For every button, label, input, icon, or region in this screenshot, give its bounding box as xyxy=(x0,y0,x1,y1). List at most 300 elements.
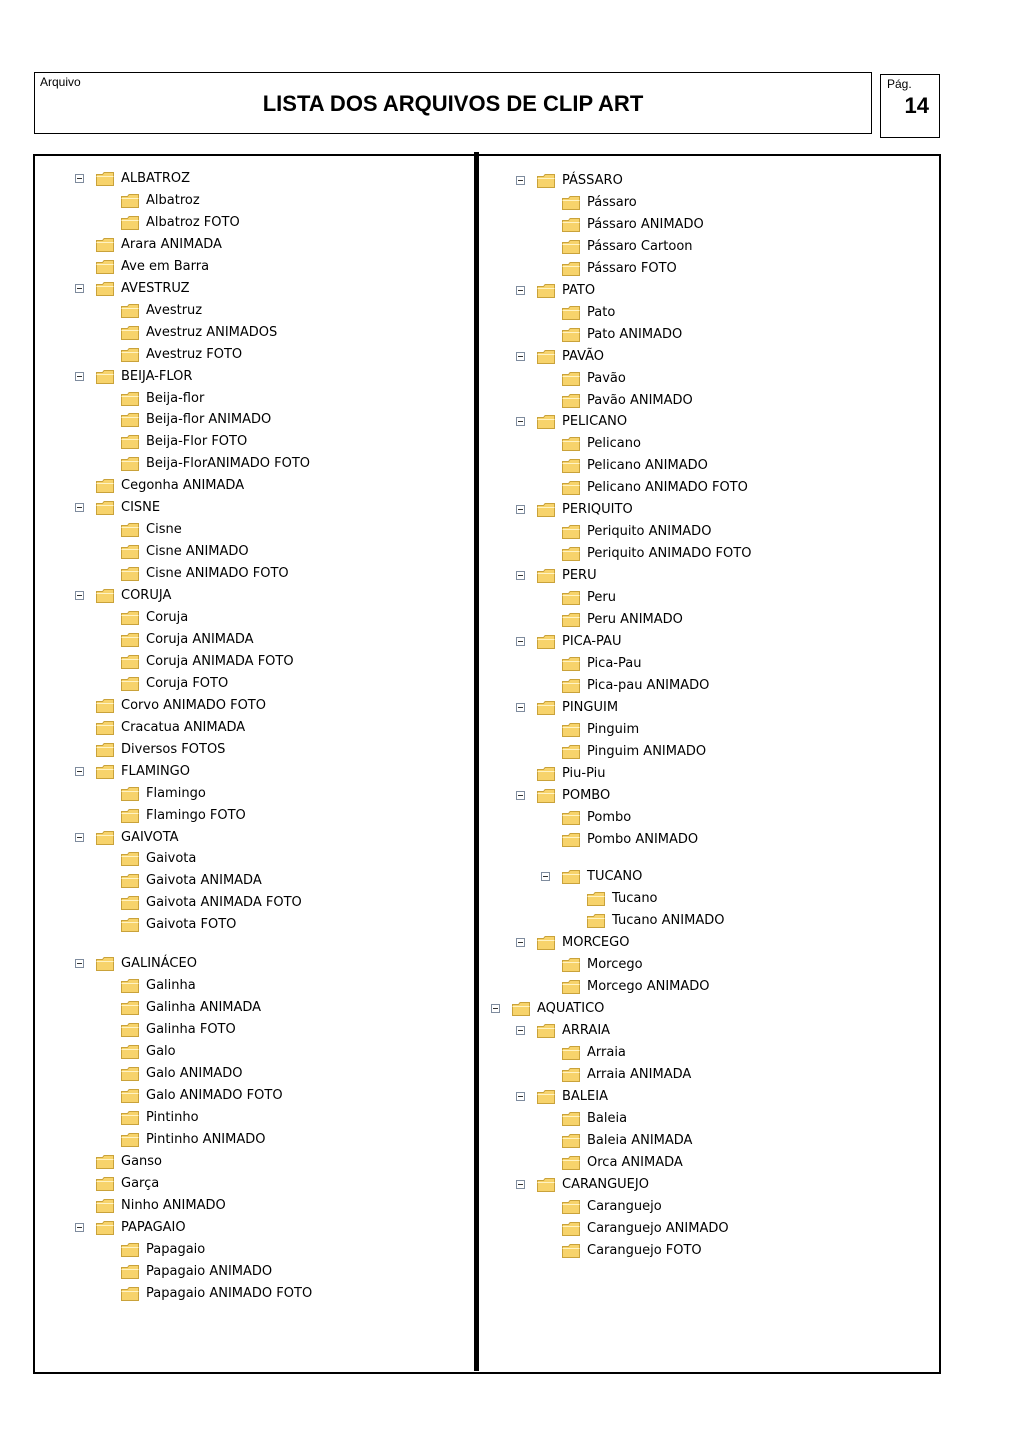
folder-icon xyxy=(120,1263,140,1281)
tree-item-label: Cegonha ANIMADA xyxy=(121,478,245,494)
folder-icon xyxy=(95,368,115,386)
folder-icon xyxy=(120,977,140,995)
tree-item-label: Baleia ANIMADA xyxy=(587,1132,693,1148)
collapse-minus-icon[interactable] xyxy=(491,1004,500,1013)
tree-item[interactable] xyxy=(540,215,920,235)
folder-icon xyxy=(120,850,140,868)
folder-icon xyxy=(536,172,556,190)
folder-icon xyxy=(95,1175,115,1193)
tree-item-label: Coruja ANIMADA FOTO xyxy=(146,653,294,669)
tree-item[interactable] xyxy=(99,871,479,891)
tree-item-label: Pavão xyxy=(587,370,626,386)
tree-item-label: Pelicano ANIMADO FOTO xyxy=(587,480,748,496)
collapse-minus-icon[interactable] xyxy=(516,1026,525,1035)
folder-icon xyxy=(561,721,581,739)
folder-icon xyxy=(561,1154,581,1172)
tree-item[interactable] xyxy=(540,193,920,213)
folder-icon xyxy=(120,609,140,627)
tree-item[interactable] xyxy=(540,303,920,323)
folder-icon xyxy=(536,567,556,585)
folder-icon xyxy=(120,807,140,825)
tree-item[interactable] xyxy=(540,1197,920,1217)
tree-item[interactable] xyxy=(99,630,479,650)
header-box xyxy=(34,72,872,134)
tree-item[interactable] xyxy=(99,454,479,474)
tree-item-label: Peru ANIMADO xyxy=(587,612,683,627)
tree-item-label: Gaivota ANIMADA xyxy=(146,873,262,889)
tree-item-label: Pássaro xyxy=(587,194,637,210)
folder-icon xyxy=(561,479,581,497)
tree-item[interactable] xyxy=(99,191,479,211)
tree-item[interactable] xyxy=(74,1174,454,1194)
folder-icon xyxy=(95,477,115,495)
tree-item[interactable] xyxy=(540,977,920,997)
tree-item-label: Pássaro Cartoon xyxy=(587,238,693,254)
tree-item[interactable] xyxy=(99,432,479,452)
tree-item[interactable] xyxy=(74,498,454,518)
folder-icon xyxy=(95,499,115,517)
tree-item-label: POMBO xyxy=(562,787,611,803)
tree-item[interactable] xyxy=(540,1109,920,1129)
tree-item[interactable] xyxy=(540,654,920,674)
tree-item[interactable] xyxy=(515,1021,895,1041)
collapse-minus-icon[interactable] xyxy=(75,372,84,381)
tree-item[interactable] xyxy=(74,235,454,255)
tree-item[interactable] xyxy=(565,889,945,909)
collapse-minus-icon[interactable] xyxy=(516,1092,525,1101)
tree-item[interactable] xyxy=(540,867,920,887)
tree-item-label: Corvo ANIMADO FOTO xyxy=(121,697,266,713)
collapse-minus-icon[interactable] xyxy=(516,637,525,646)
tree-item[interactable] xyxy=(515,171,895,191)
folder-icon xyxy=(120,1241,140,1259)
tree-item[interactable] xyxy=(99,1020,479,1040)
folder-icon xyxy=(561,194,581,212)
tree-item-label: Coruja FOTO xyxy=(146,675,229,691)
collapse-minus-icon[interactable] xyxy=(516,938,525,947)
tree-item-label: Galo ANIMADO xyxy=(146,1066,243,1081)
tree-item[interactable] xyxy=(99,674,479,694)
tree-item-label: Gaivota xyxy=(146,851,197,867)
tree-item-label: GAIVOTA xyxy=(121,829,179,845)
tree-item[interactable] xyxy=(99,389,479,409)
folder-icon xyxy=(120,565,140,583)
tree-item-label: Pombo xyxy=(587,809,632,825)
tree-item[interactable] xyxy=(540,391,920,411)
page-title: LISTA DOS ARQUIVOS DE CLIP ART xyxy=(262,91,644,116)
tree-item[interactable] xyxy=(74,279,454,299)
tree-item-label: Galo ANIMADO FOTO xyxy=(146,1087,283,1103)
tree-item-label: PERU xyxy=(562,568,597,584)
folder-icon xyxy=(561,589,581,607)
tree-item-label: Garça xyxy=(121,1175,160,1191)
collapse-minus-icon[interactable] xyxy=(75,833,84,842)
folder-icon xyxy=(561,611,581,629)
tree-item[interactable] xyxy=(540,1043,920,1063)
tree-item[interactable] xyxy=(540,325,920,345)
folder-icon xyxy=(120,1021,140,1039)
folder-icon xyxy=(536,348,556,366)
page-number-box xyxy=(880,74,940,138)
tree-item-label: Arara ANIMADA xyxy=(121,236,222,252)
folder-icon xyxy=(561,238,581,256)
folder-icon xyxy=(95,236,115,254)
tree-item-label: Tucano ANIMADO xyxy=(612,913,725,929)
tree-item-label: GALINÁCEO xyxy=(121,956,197,972)
collapse-minus-icon[interactable] xyxy=(516,791,525,800)
tree-item[interactable] xyxy=(540,720,920,740)
tree-item[interactable] xyxy=(99,1262,479,1282)
tree-item[interactable] xyxy=(99,652,479,672)
tree-item[interactable] xyxy=(99,1108,479,1128)
folder-icon xyxy=(561,868,581,886)
tree-item-label: Papagaio ANIMADO xyxy=(146,1263,273,1279)
folder-icon xyxy=(95,1197,115,1215)
tree-item-label: PAVÃO xyxy=(562,348,605,364)
tree-item-label: Papagaio xyxy=(146,1241,206,1257)
tree-item-label: Pato xyxy=(587,304,616,320)
tree-item-label: Pintinho xyxy=(146,1109,199,1125)
tree-item[interactable] xyxy=(74,586,454,606)
tree-item-label: PAPAGAIO xyxy=(121,1219,186,1235)
folder-icon xyxy=(120,631,140,649)
tree-item[interactable] xyxy=(99,976,479,996)
tree-item-label: Pássaro FOTO xyxy=(587,260,677,276)
tree-item[interactable] xyxy=(74,718,454,738)
tree-item-label: Cracatua ANIMADA xyxy=(121,719,246,735)
tree-item[interactable] xyxy=(540,808,920,828)
tree-item-label: BALEIA xyxy=(562,1088,608,1104)
collapse-minus-icon[interactable] xyxy=(75,767,84,776)
tree-item[interactable] xyxy=(515,1087,895,1107)
tree-item[interactable] xyxy=(99,849,479,869)
tree-item[interactable] xyxy=(99,323,479,343)
tree-item-label: Pinguim xyxy=(587,721,640,737)
tree-item-label: Cisne ANIMADO xyxy=(146,544,249,560)
folder-icon xyxy=(95,741,115,759)
tree-item[interactable] xyxy=(74,762,454,782)
folder-icon xyxy=(561,978,581,996)
folder-icon xyxy=(95,258,115,276)
tree-item[interactable] xyxy=(99,1086,479,1106)
tree-item[interactable] xyxy=(515,412,895,432)
tree-item[interactable] xyxy=(540,955,920,975)
tree-item-label: Papagaio ANIMADO FOTO xyxy=(146,1285,313,1301)
tree-item[interactable] xyxy=(515,786,895,806)
folder-icon xyxy=(511,1000,531,1018)
tree-item-label: Galinha FOTO xyxy=(146,1022,236,1038)
collapse-minus-icon[interactable] xyxy=(541,872,550,881)
tree-item-label: Caranguejo FOTO xyxy=(587,1242,702,1258)
collapse-minus-icon[interactable] xyxy=(75,1223,84,1232)
tree-item-label: Cisne ANIMADO FOTO xyxy=(146,566,289,582)
tree-item-label: FLAMINGO xyxy=(121,763,190,779)
tree-item[interactable] xyxy=(515,764,895,784)
tree-item-label: Orca ANIMADA xyxy=(587,1154,683,1170)
tree-item[interactable] xyxy=(515,1175,895,1195)
collapse-minus-icon[interactable] xyxy=(516,352,525,361)
tree-item[interactable] xyxy=(540,478,920,498)
folder-icon xyxy=(586,890,606,908)
folder-icon xyxy=(561,1132,581,1150)
folder-icon xyxy=(120,1043,140,1061)
folder-icon xyxy=(120,894,140,912)
folder-icon xyxy=(120,916,140,934)
folder-icon xyxy=(561,1220,581,1238)
folder-icon xyxy=(95,763,115,781)
folder-icon xyxy=(536,633,556,651)
tree-item[interactable] xyxy=(540,1131,920,1151)
folder-icon xyxy=(95,955,115,973)
folder-icon xyxy=(561,1044,581,1062)
collapse-minus-icon[interactable] xyxy=(516,176,525,185)
tree-item[interactable] xyxy=(74,828,454,848)
folder-icon xyxy=(561,435,581,453)
folder-icon xyxy=(95,170,115,188)
tree-item[interactable] xyxy=(99,213,479,233)
tree-item[interactable] xyxy=(74,1196,454,1216)
tree-item[interactable] xyxy=(490,999,870,1019)
tree-item-label: Pelicano ANIMADO xyxy=(587,458,708,474)
tree-item-label: Ninho ANIMADO xyxy=(121,1197,226,1213)
tree-item[interactable] xyxy=(74,476,454,496)
folder-icon xyxy=(536,282,556,300)
tree-item[interactable] xyxy=(74,257,454,277)
collapse-minus-icon[interactable] xyxy=(75,591,84,600)
tree-item[interactable] xyxy=(540,1153,920,1173)
tree-item-label: Avestruz xyxy=(146,302,203,318)
tree-item-label: Avestruz ANIMADOS xyxy=(146,324,278,340)
tree-item[interactable] xyxy=(99,520,479,540)
tree-item[interactable] xyxy=(99,542,479,562)
collapse-minus-icon[interactable] xyxy=(75,284,84,293)
tree-item[interactable] xyxy=(99,1042,479,1062)
page-label: Pág. xyxy=(887,77,912,91)
tree-item[interactable] xyxy=(99,915,479,935)
tree-item-label: Beija-flor xyxy=(146,390,205,406)
folder-icon xyxy=(561,677,581,695)
tree-item-label: Tucano xyxy=(612,891,658,907)
tree-item-label: Pica-Pau xyxy=(587,655,642,671)
tree-item-label: Diversos FOTOS xyxy=(121,741,226,757)
folder-icon xyxy=(120,433,140,451)
tree-item[interactable] xyxy=(515,632,895,652)
folder-icon xyxy=(120,324,140,342)
folder-icon xyxy=(536,765,556,783)
tree-item[interactable] xyxy=(515,500,895,520)
tree-item-label: AVESTRUZ xyxy=(121,280,190,296)
folder-icon xyxy=(561,370,581,388)
tree-item-label: Coruja xyxy=(146,610,189,625)
tree-item-label: Flamingo FOTO xyxy=(146,807,246,823)
folder-icon xyxy=(536,413,556,431)
tree-item-label: MORCEGO xyxy=(562,935,630,951)
tree-item-label: Morcego xyxy=(587,957,643,973)
tree-item[interactable] xyxy=(540,1241,920,1261)
tree-item-label: PATO xyxy=(562,282,596,298)
collapse-minus-icon[interactable] xyxy=(516,571,525,580)
tree-item[interactable] xyxy=(540,742,920,762)
tree-item[interactable] xyxy=(99,1064,479,1084)
tree-item[interactable] xyxy=(99,564,479,584)
tree-item[interactable] xyxy=(540,522,920,542)
tree-item[interactable] xyxy=(515,281,895,301)
collapse-minus-icon[interactable] xyxy=(516,703,525,712)
folder-icon xyxy=(561,743,581,761)
tree-item[interactable] xyxy=(540,237,920,257)
tree-item-label: Pica-pau ANIMADO xyxy=(587,677,710,693)
tree-item-label: Pavão ANIMADO xyxy=(587,392,693,408)
folder-icon xyxy=(120,1131,140,1149)
page-number: 14 xyxy=(904,93,929,118)
collapse-minus-icon[interactable] xyxy=(75,174,84,183)
tree-item[interactable] xyxy=(515,933,895,953)
collapse-minus-icon[interactable] xyxy=(516,286,525,295)
tree-item[interactable] xyxy=(540,676,920,696)
collapse-minus-icon[interactable] xyxy=(516,1180,525,1189)
folder-icon xyxy=(120,390,140,408)
tree-item[interactable] xyxy=(515,347,895,367)
tree-item[interactable] xyxy=(74,954,454,974)
tree-item-label: Albatroz FOTO xyxy=(146,214,240,230)
tree-item-label: PICA-PAU xyxy=(562,633,622,649)
tree-item-label: Pintinho ANIMADO xyxy=(146,1131,266,1147)
tree-item-label: Galinha ANIMADA xyxy=(146,1000,262,1016)
folder-icon xyxy=(120,302,140,320)
collapse-minus-icon[interactable] xyxy=(516,505,525,514)
tree-item[interactable] xyxy=(74,367,454,387)
tree-item-label: Periquito ANIMADO xyxy=(587,524,712,540)
tree-item-label: Flamingo xyxy=(146,785,206,801)
folder-icon xyxy=(120,999,140,1017)
folder-icon xyxy=(561,1110,581,1128)
tree-item[interactable] xyxy=(515,698,895,718)
collapse-minus-icon[interactable] xyxy=(75,959,84,968)
tree-item[interactable] xyxy=(99,784,479,804)
tree-item-label: Arraia ANIMADA xyxy=(587,1067,692,1082)
collapse-minus-icon[interactable] xyxy=(75,503,84,512)
tree-item[interactable] xyxy=(99,301,479,321)
tree-item-label: PINGUIM xyxy=(562,699,619,715)
tree-item[interactable] xyxy=(540,830,920,850)
folder-icon xyxy=(561,1066,581,1084)
tree-item[interactable] xyxy=(540,610,920,630)
header-label: Arquivo xyxy=(40,75,81,89)
folder-icon xyxy=(120,346,140,364)
collapse-minus-icon[interactable] xyxy=(516,417,525,426)
folder-icon xyxy=(120,521,140,539)
folder-icon xyxy=(561,457,581,475)
tree-item[interactable] xyxy=(99,998,479,1018)
tree-item-label: PELICANO xyxy=(562,414,628,430)
folder-icon xyxy=(561,326,581,344)
tree-item-label: ALBATROZ xyxy=(121,171,191,186)
folder-icon xyxy=(536,699,556,717)
folder-icon xyxy=(95,587,115,605)
tree-item-label: Piu-Piu xyxy=(562,765,606,781)
folder-icon xyxy=(95,697,115,715)
tree-item[interactable] xyxy=(540,456,920,476)
folder-icon xyxy=(120,1065,140,1083)
folder-icon xyxy=(95,1153,115,1171)
tree-item[interactable] xyxy=(540,1065,920,1085)
folder-icon xyxy=(120,411,140,429)
tree-item-label: CORUJA xyxy=(121,588,172,604)
folder-icon xyxy=(561,655,581,673)
folder-icon xyxy=(561,216,581,234)
tree-item-label: Arraia xyxy=(587,1045,626,1061)
tree-item[interactable] xyxy=(565,911,945,931)
tree-item[interactable] xyxy=(99,1240,479,1260)
folder-icon xyxy=(95,280,115,298)
tree-item-label: Beija-flor ANIMADO xyxy=(146,412,272,428)
tree-item[interactable] xyxy=(74,740,454,760)
tree-item-label: Galinha xyxy=(146,978,196,994)
tree-item-label: Pato ANIMADO xyxy=(587,326,683,342)
tree-item-label: Galo xyxy=(146,1044,176,1060)
folder-icon xyxy=(561,260,581,278)
folder-icon xyxy=(536,934,556,952)
tree-item-label: BEIJA-FLOR xyxy=(121,368,193,384)
tree-item[interactable] xyxy=(540,434,920,454)
tree-item[interactable] xyxy=(99,1130,479,1150)
tree-item[interactable] xyxy=(74,169,454,189)
folder-icon xyxy=(120,785,140,803)
folder-icon xyxy=(561,1198,581,1216)
tree-item[interactable] xyxy=(99,893,479,913)
tree-item-label: Baleia xyxy=(587,1110,628,1126)
folder-icon xyxy=(561,304,581,322)
tree-item-label: CISNE xyxy=(121,500,161,516)
tree-item[interactable] xyxy=(99,1284,479,1304)
tree-item-label: Pinguim ANIMADO xyxy=(587,743,707,759)
tree-item-label: Pássaro ANIMADO xyxy=(587,216,704,232)
tree-item-label: Pelicano xyxy=(587,436,641,452)
tree-item[interactable] xyxy=(540,588,920,608)
folder-icon xyxy=(536,1022,556,1040)
tree-item[interactable] xyxy=(515,566,895,586)
tree-item-label: Gaivota FOTO xyxy=(146,917,237,933)
tree-item[interactable] xyxy=(99,410,479,430)
tree-item-label: Peru xyxy=(587,590,616,606)
tree-item[interactable] xyxy=(74,1152,454,1172)
folder-icon xyxy=(120,214,140,232)
tree-item-label: Pombo ANIMADO xyxy=(587,831,699,847)
tree-item-label: AQUATICO xyxy=(537,1001,605,1017)
tree-item[interactable] xyxy=(540,259,920,279)
tree-item[interactable] xyxy=(99,345,479,365)
tree-item[interactable] xyxy=(74,1218,454,1238)
tree-item-label: Ave em Barra xyxy=(121,258,210,274)
tree-item[interactable] xyxy=(99,608,479,628)
tree-item-label: Cisne xyxy=(146,522,182,538)
tree-item-label: Beija-Flor FOTO xyxy=(146,434,248,450)
tree-item-label: ARRAIA xyxy=(562,1023,611,1039)
folder-icon xyxy=(120,1087,140,1105)
tree-item-label: Coruja ANIMADA xyxy=(146,631,254,647)
folder-icon xyxy=(536,1176,556,1194)
folder-icon xyxy=(120,543,140,561)
tree-item[interactable] xyxy=(99,806,479,826)
tree-item[interactable] xyxy=(540,369,920,389)
folder-icon xyxy=(561,809,581,827)
folder-icon xyxy=(120,653,140,671)
folder-icon xyxy=(561,523,581,541)
tree-item[interactable] xyxy=(540,1219,920,1239)
tree-item-label: Caranguejo xyxy=(587,1198,662,1214)
tree-item[interactable] xyxy=(74,696,454,716)
tree-item[interactable] xyxy=(540,544,920,564)
